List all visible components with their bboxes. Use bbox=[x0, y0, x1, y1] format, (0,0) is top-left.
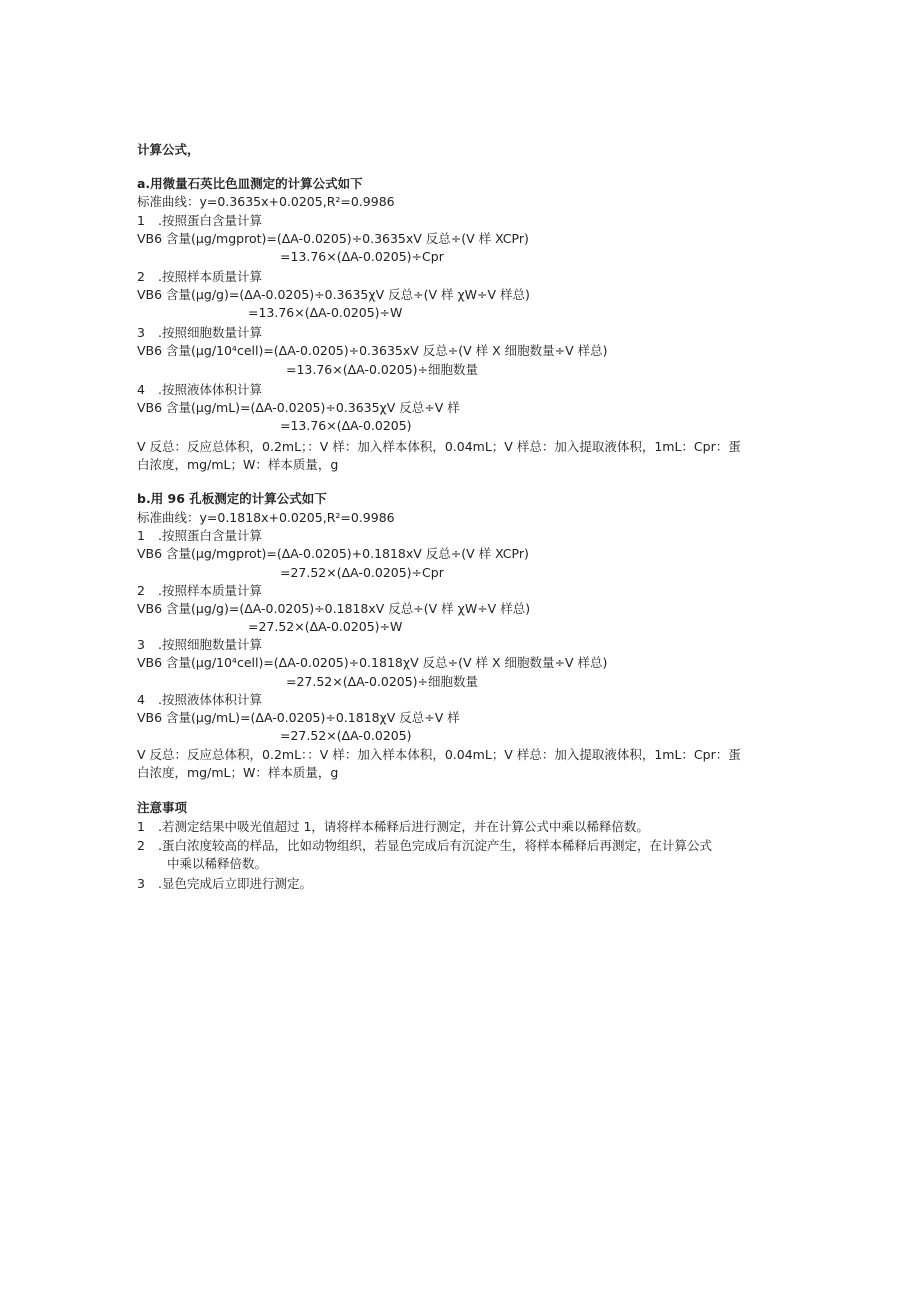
section-a-item-2-label bbox=[137, 268, 262, 286]
section-a-item-3-label bbox=[137, 324, 262, 342]
section-b-legend-line-1: V 反总：反应总体积，0.2mL：：V 样：加入样本体积，0.04mL；V 样总：加入提取液体积，1mL：Cpr：蛋 bbox=[137, 747, 741, 762]
item-number: 1 bbox=[137, 213, 145, 228]
note-item-3 bbox=[137, 875, 312, 893]
note-item-1 bbox=[137, 818, 649, 836]
item-number: 1 bbox=[137, 528, 145, 543]
section-b-item-3-result: =27.52×(ΔA-0.0205)÷细胞数量 bbox=[286, 674, 479, 689]
section-b-item-3-label bbox=[137, 636, 262, 654]
note-number: 1 bbox=[137, 819, 145, 834]
note-item-2-continued: 中乘以稀释倍数。 bbox=[167, 856, 268, 871]
note-text: .若测定结果中吸光值超过 1，请将样本稀释后进行测定，并在计算公式中乘以稀释倍数。 bbox=[158, 819, 649, 834]
section-a-item-4-result: =13.76×(ΔA-0.0205) bbox=[280, 418, 412, 433]
item-label: .按照样本质量计算 bbox=[158, 269, 262, 284]
heading: 计算公式， bbox=[137, 142, 200, 157]
section-b-item-4-result: =27.52×(ΔA-0.0205) bbox=[280, 728, 412, 743]
item-number: 2 bbox=[137, 583, 145, 598]
note-text: .显色完成后立即进行测定。 bbox=[158, 876, 312, 891]
section-b-legend-line-2: 白浓度，mg/mL；W：样本质量，g bbox=[137, 765, 339, 780]
section-b-curve: 标准曲线：y=0.1818x+0.0205,R²=0.9986 bbox=[137, 510, 395, 525]
section-a-item-4-formula: VB6 含量(μg/mL)=(ΔA-0.0205)÷0.3635χV 反总÷V 样 bbox=[137, 400, 460, 415]
item-label: .按照液体体积计算 bbox=[158, 692, 262, 707]
section-b-item-2-label bbox=[137, 582, 262, 600]
item-label: .按照细胞数量计算 bbox=[158, 637, 262, 652]
section-a-item-1-formula: VB6 含量(μg/mgprot)=(ΔA-0.0205)÷0.3635xV 反总÷(V 样 XCPr) bbox=[137, 231, 529, 246]
section-a-item-2-result: =13.76×(ΔA-0.0205)÷W bbox=[248, 305, 403, 320]
section-a-item-3-result: =13.76×(ΔA-0.0205)÷细胞数量 bbox=[286, 362, 479, 377]
section-b-item-2-result: =27.52×(ΔA-0.0205)÷W bbox=[248, 619, 403, 634]
item-number: 3 bbox=[137, 637, 145, 652]
item-label: .按照蛋白含量计算 bbox=[158, 528, 262, 543]
note-text: .蛋白浓度较高的样品，比如动物组织，若显色完成后有沉淀产生，将样本稀释后再测定，在计算公式 bbox=[158, 838, 712, 853]
note-item-2 bbox=[137, 837, 712, 855]
note-number: 2 bbox=[137, 838, 145, 853]
item-number: 4 bbox=[137, 382, 145, 397]
section-a-item-3-formula: VB6 含量(μg/10⁴cell)=(ΔA-0.0205)÷0.3635xV 反总÷(V 样 X 细胞数量÷V 样总) bbox=[137, 343, 608, 358]
section-b-item-1-label bbox=[137, 527, 262, 545]
section-a-item-1-result: =13.76×(ΔA-0.0205)÷Cpr bbox=[280, 249, 444, 264]
item-number: 3 bbox=[137, 325, 145, 340]
section-a-item-2-formula: VB6 含量(μg/g)=(ΔA-0.0205)÷0.3635χV 反总÷(V 样 χW÷V 样总) bbox=[137, 287, 530, 302]
section-a-title: a.用微量石英比色皿测定的计算公式如下 bbox=[137, 176, 363, 191]
section-b-item-4-label bbox=[137, 691, 262, 709]
section-b-title: b.用 96 孔板测定的计算公式如下 bbox=[137, 491, 327, 506]
section-b-item-2-formula: VB6 含量(μg/g)=(ΔA-0.0205)÷0.1818xV 反总÷(V 样 χW÷V 样总) bbox=[137, 601, 531, 616]
note-number: 3 bbox=[137, 876, 145, 891]
item-number: 4 bbox=[137, 692, 145, 707]
item-label: .按照细胞数量计算 bbox=[158, 325, 262, 340]
item-label: .按照液体体积计算 bbox=[158, 382, 262, 397]
section-b-item-1-result: =27.52×(ΔA-0.0205)÷Cpr bbox=[280, 565, 444, 580]
section-a-curve: 标准曲线：y=0.3635x+0.0205,R²=0.9986 bbox=[137, 194, 395, 209]
section-a-item-1-label bbox=[137, 212, 262, 230]
item-number: 2 bbox=[137, 269, 145, 284]
section-b-item-3-formula: VB6 含量(μg/10⁴cell)=(ΔA-0.0205)÷0.1818χV 反总÷(V 样 X 细胞数量÷V 样总) bbox=[137, 655, 608, 670]
section-b-item-1-formula: VB6 含量(μg/mgprot)=(ΔA-0.0205)+0.1818xV 反总÷(V 样 XCPr) bbox=[137, 546, 529, 561]
section-a-item-4-label bbox=[137, 381, 262, 399]
section-b-item-4-formula: VB6 含量(μg/mL)=(ΔA-0.0205)÷0.1818χV 反总÷V 样 bbox=[137, 710, 460, 725]
section-a-legend-line-2: 白浓度，mg/mL；W：样本质量，g bbox=[137, 457, 339, 472]
section-a-legend-line-1: V 反总：反应总体积，0.2mL；：V 样：加入样本体积，0.04mL；V 样总：加入提取液体积，1mL：Cpr：蛋 bbox=[137, 439, 741, 454]
item-label: .按照样本质量计算 bbox=[158, 583, 262, 598]
notes-title: 注意事项 bbox=[137, 800, 188, 815]
item-label: .按照蛋白含量计算 bbox=[158, 213, 262, 228]
